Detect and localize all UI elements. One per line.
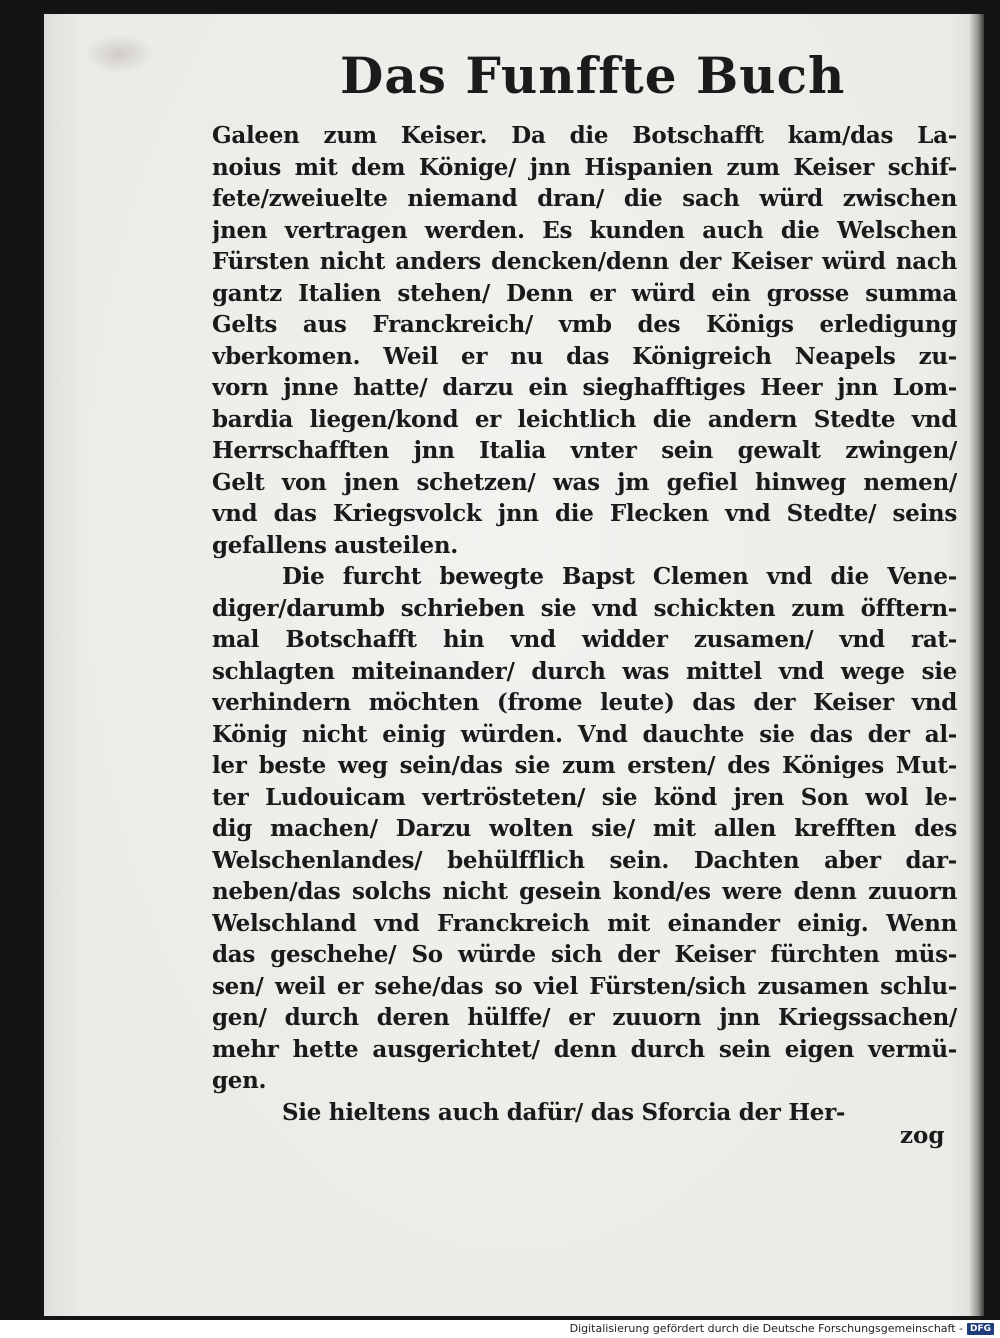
text-line: sen/ weil er sehe/das so viel Fürsten/sich zusamen schlu- xyxy=(212,972,957,1000)
text-line: König nicht einig würden. Vnd dauchte sie das der al- xyxy=(212,720,957,748)
text-line: gantz Italien stehen/ Denn er würd ein grosse summa xyxy=(212,279,957,307)
paragraph xyxy=(212,561,957,1097)
text-line: Fürsten nicht anders dencken/denn der Keiser würd nach xyxy=(212,248,957,275)
text-line: vberkomen. Weil er nu das Königreich Neapels zu- xyxy=(212,342,957,370)
text-line: noius mit dem Könige/ jnn Hispanien zum Keiser schif- xyxy=(212,153,957,181)
text-line: jnen vertragen werden. Es kunden auch die Welschen xyxy=(212,216,957,244)
running-head: Das Funffte Buch xyxy=(340,46,846,105)
text-line: das geschehe/ So würde sich der Keiser fürchten müs- xyxy=(212,941,957,968)
page-stain xyxy=(84,34,154,74)
book-spine-shadow xyxy=(970,14,984,1316)
text-line: diger/darumb schrieben sie vnd schickten zum öfftern- xyxy=(212,594,957,622)
dfg-logo: DFG xyxy=(967,1323,994,1335)
text-line: schlagten miteinander/ durch was mittel vnd wege sie xyxy=(212,657,957,685)
text-line: Die furcht bewegte Bapst Clemen vnd die Vene- xyxy=(282,563,957,590)
text-line: gen. xyxy=(212,1067,267,1094)
text-line: fete/zweiuelte niemand dran/ die sach würd zwischen xyxy=(212,185,957,212)
text-line: Herrschafften jnn Italia vnter sein gewalt zwingen/ xyxy=(212,437,957,464)
text-line: vnd das Kriegsvolck jnn die Flecken vnd Stedte/ seins xyxy=(212,500,957,527)
text-line: Welschenlandes/ behülfflich sein. Dachten aber dar- xyxy=(212,846,957,874)
text-line: mehr hette ausgerichtet/ denn durch sein eigen vermü- xyxy=(212,1035,957,1063)
digitization-credit xyxy=(570,1322,994,1335)
text-line: gefallens austeilen. xyxy=(212,531,458,559)
text-line: ler beste weg sein/das sie zum ersten/ des Königes Mut- xyxy=(212,752,957,779)
text-line: Sie hieltens auch dafür/ das Sforcia der Her- xyxy=(282,1098,846,1126)
text-line: dig machen/ Darzu wolten sie/ mit allen krefften des xyxy=(212,815,957,842)
text-line: Gelt von jnen schetzen/ was jm gefiel hinweg nemen/ xyxy=(212,468,957,496)
text-line: Welschland vnd Franckreich mit einander einig. Wenn xyxy=(212,909,957,937)
text-line: ter Ludouicam vertrösteten/ sie könd jren Son wol le- xyxy=(212,783,957,811)
paragraph xyxy=(212,120,957,561)
catchword: zog xyxy=(900,1122,945,1149)
text-line: mal Botschafft hin vnd widder zusamen/ vnd rat- xyxy=(212,626,957,653)
text-line: gen/ durch deren hülffe/ er zuuorn jnn Kriegssachen/ xyxy=(212,1004,957,1031)
text-line: verhindern möchten (frome leute) das der Keiser vnd xyxy=(212,689,957,716)
body-text xyxy=(212,120,957,1128)
text-line: neben/das solchs nicht gesein kond/es were denn zuuorn xyxy=(212,878,957,905)
text-line: vorn jnne hatte/ darzu ein sieghafftiges Heer jnn Lom- xyxy=(212,374,957,401)
paragraph xyxy=(212,1097,957,1129)
text-line: Gelts aus Franckreich/ vmb des Königs erledigung xyxy=(212,311,957,338)
text-line: Galeen zum Keiser. Da die Botschafft kam/das La- xyxy=(212,122,957,149)
credit-text: Digitalisierung gefördert durch die Deutsche Forschungsgemeinschaft - xyxy=(569,1322,963,1335)
text-line: bardia liegen/kond er leichtlich die andern Stedte vnd xyxy=(212,405,957,433)
